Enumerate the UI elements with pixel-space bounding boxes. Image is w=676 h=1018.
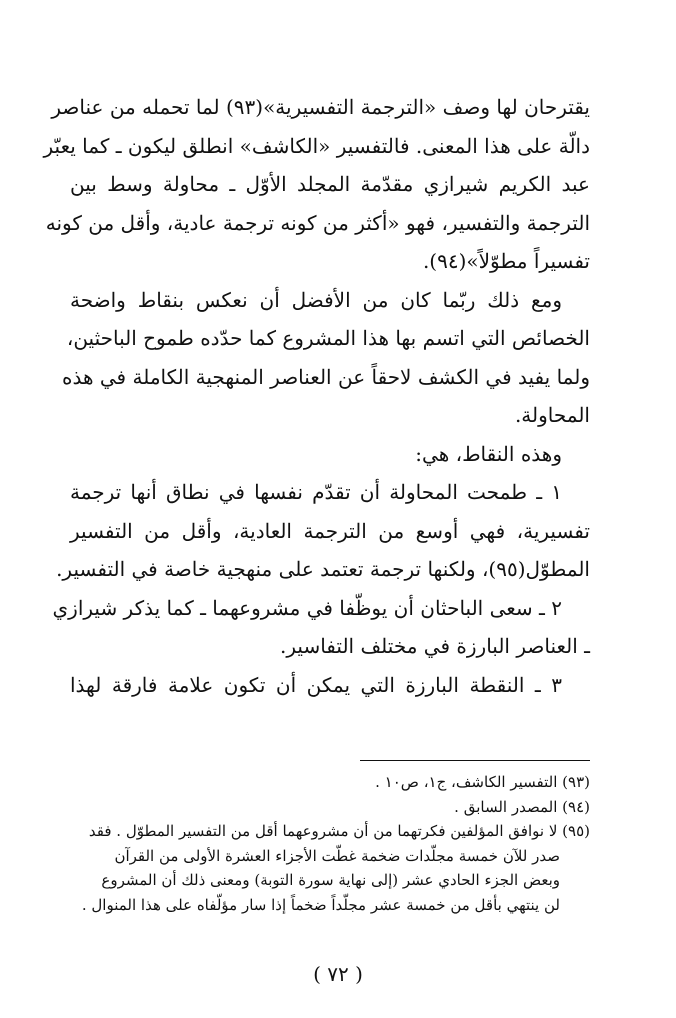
text-line: ٣ ـ النقطة البارزة التي يمكن أن تكون علامة فارقة لهذا [70,672,562,697]
main-text [43,88,590,704]
footnote-text: (٩٤) المصدر السابق . [454,797,590,816]
footnote-text: صدر للآن خمسة مجلّدات ضخمة غطّت الأجزاء العشرة الأولى من القرآن [114,846,560,865]
text-line: ـ العناصر البارزة في مختلف التفاسير. [280,634,590,658]
text-line: دالّة على هذا المعنى. فالتفسير «الكاشف» انطلق ليكون ـ كما يعبّر [43,133,590,158]
text-line: ١ ـ طمحت المحاولة أن تقدّم نفسها في نطاق أنها ترجمة [70,480,562,504]
footnote-93 [85,770,590,795]
point-1 [56,473,590,589]
text-line: المحاولة. [514,403,590,427]
text-line: عبد الكريم شيرازي مقدّمة المجلد الأوّل ـ محاولة وسط بين [70,172,590,196]
text-line: ٢ ـ سعى الباحثان أن يوظّفا في مشروعهما ـ كما يذكر شيرازي [52,595,562,620]
text-line: الترجمة والتفسير، فهو «أكثر من كونه ترجمة عادية، وأقل من كونه [45,210,590,235]
text-line: يقترحان لها وصف «الترجمة التفسيرية»(٩٣) لما تحمله من عناصر [51,95,590,119]
point-3 [70,666,590,705]
point-2 [52,589,590,666]
text-line: ومع ذلك ربّما كان من الأفضل أن نعكس بنقاط واضحة [70,287,562,312]
paragraph-3 [70,435,590,474]
text-line: تفسيرية، فهي أوسع من الترجمة العادية، وأقل من التفسير [70,518,590,543]
text-line: وهذه النقاط، هي: [415,441,562,466]
text-line: الخصائص التي اتسم بها هذا المشروع كما حدّده طموح الباحثين، [66,326,590,350]
page-number: ( ٧٢ ) [313,962,363,986]
footnote-text: (٩٥) لا نوافق المؤلفين فكرتهما من أن مشروعهما أقل من التفسير المطوّل . فقد [88,822,590,840]
text-line: ولما يفيد في الكشف لاحقاً عن العناصر المنهجية الكاملة في هذه [62,364,590,389]
footnote-text: لن ينتهي بأقل من خمسة عشر مجلّداً ضخماً إذا سار مؤلّفاه على هذا المنوال . [81,895,560,914]
footnote-95 [81,819,590,917]
footnote-text: وبعض الجزء الحادي عشر (إلى نهاية سورة التوبة) ومعنى ذلك أن المشروع [101,871,560,889]
footnotes [81,770,590,917]
text-line: المطوّل(٩٥)، ولكنها ترجمة تعتمد على منهجية خاصة في التفسير. [56,557,590,581]
footnote-divider [360,760,590,761]
text-line: تفسيراً مطوّلاً»(٩٤). [422,249,590,273]
footnote-text: (٩٣) التفسير الكاشف، ج١، ص١٠ . [375,773,590,791]
paragraph-2 [62,281,590,435]
footnote-94 [85,795,590,820]
paragraph-1 [43,88,590,281]
